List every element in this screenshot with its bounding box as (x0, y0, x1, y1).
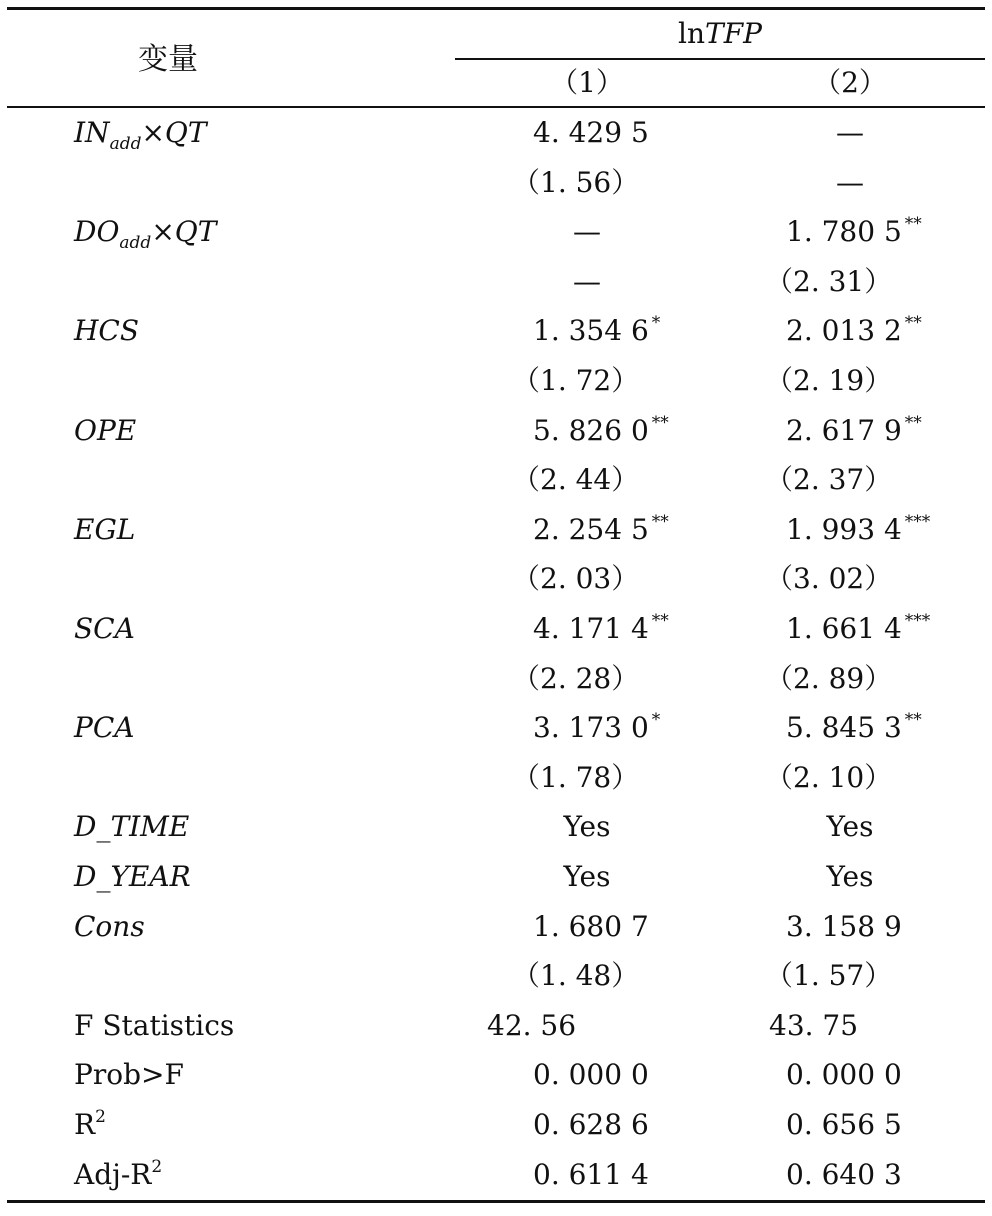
value-col-2 (750, 108, 950, 158)
value-col-2 (765, 257, 892, 307)
table-row (0, 505, 992, 555)
dependent-variable-header (455, 10, 985, 58)
table-row (0, 554, 992, 604)
value-text: 0. 656 5 (786, 1108, 902, 1141)
table-row (0, 902, 992, 952)
value-text: （2. 44） (512, 463, 640, 497)
value-col-2 (765, 455, 892, 505)
value-text: （1. 48） (512, 959, 640, 993)
value-col-2 (765, 554, 892, 604)
value-text: 42. 56 (487, 1008, 577, 1042)
variable-main: Prob>F (74, 1058, 184, 1092)
value-col-2 (786, 306, 922, 356)
value-text: （1. 72） (512, 364, 640, 397)
value-text: 1. 661 4 (786, 612, 902, 645)
value-col-1 (533, 406, 669, 456)
variable-main: Cons (74, 909, 145, 943)
table-bottom-rule (7, 1200, 985, 1203)
value-text: （1. 78） (512, 760, 640, 794)
value-col-2 (786, 505, 930, 555)
value-col-1 (487, 852, 687, 902)
value-text: （2. 37） (765, 463, 893, 497)
value-text: （2. 03） (512, 562, 640, 596)
table-row (0, 604, 992, 654)
value-col-2 (769, 1001, 858, 1051)
variable-name (74, 604, 135, 654)
value-col-2 (786, 1100, 902, 1150)
significance-stars: ** (651, 611, 669, 631)
value-col-1 (487, 207, 687, 257)
variable-name (74, 703, 134, 753)
value-text: 43. 75 (769, 1008, 859, 1042)
value-col-1 (533, 108, 649, 158)
value-col-2 (786, 1050, 902, 1100)
variable-superscript: 2 (95, 1107, 106, 1127)
value-text: 0. 000 0 (533, 1058, 649, 1092)
value-text: 3. 173 0 (533, 711, 649, 745)
variable-name (74, 1001, 234, 1051)
variable-superscript: 2 (151, 1156, 163, 1177)
variable-name (74, 902, 145, 952)
value-text: 1. 354 6 (533, 314, 649, 348)
variable-name (74, 207, 216, 257)
value-col-1 (533, 306, 660, 356)
value-col-1 (512, 356, 639, 406)
table-row (0, 703, 992, 753)
variable-main: D_YEAR (74, 860, 191, 893)
table-row (0, 257, 992, 307)
value-col-1 (512, 951, 639, 1001)
table-row (0, 356, 992, 406)
variable-main: HCS (74, 314, 140, 348)
value-text: 2. 617 9 (786, 413, 902, 447)
variable-main: IN (74, 116, 110, 149)
variable-main: SCA (74, 612, 135, 645)
significance-stars: ** (904, 214, 922, 235)
value-col-1 (533, 902, 649, 952)
table-row (0, 207, 992, 257)
significance-stars: ** (904, 710, 922, 731)
value-col-2 (750, 852, 950, 902)
variable-subscript: add (109, 134, 142, 154)
table-row (0, 1150, 992, 1200)
variable-name (74, 1050, 184, 1100)
value-text: 4. 429 5 (533, 116, 649, 149)
table-row (0, 852, 992, 902)
value-col-2 (765, 951, 892, 1001)
column-header-1: （1） (550, 66, 624, 99)
value-text: （2. 28） (512, 661, 640, 695)
value-col-1 (487, 1001, 576, 1051)
variable-name (74, 1150, 162, 1200)
variable-name (74, 802, 189, 852)
value-text: （1. 56） (512, 165, 640, 199)
value-text: Yes (826, 810, 874, 844)
table-row (0, 1001, 992, 1051)
value-col-2 (750, 802, 950, 852)
value-text: — (573, 264, 601, 298)
value-text: （2. 19） (765, 364, 893, 397)
value-text: 5. 845 3 (786, 711, 902, 745)
significance-stars: * (651, 710, 661, 731)
value-text: 1. 780 5 (786, 215, 902, 249)
variable-main: PCA (74, 711, 135, 745)
significance-stars: *** (904, 611, 931, 631)
value-col-2 (786, 207, 922, 257)
variable-main: EGL (74, 512, 136, 546)
value-text: （1. 57） (765, 959, 893, 993)
dependent-variable-name: TFP (705, 17, 762, 50)
table-row (0, 406, 992, 456)
value-text: 2. 013 2 (786, 314, 902, 348)
value-col-1 (533, 604, 669, 654)
value-col-2 (786, 1150, 902, 1200)
dependent-variable-prefix: ln (678, 17, 706, 50)
table-row (0, 306, 992, 356)
variable-main: F Statistics (74, 1008, 235, 1042)
value-text: 1. 680 7 (533, 909, 649, 943)
value-text: — (573, 215, 601, 249)
value-text: Yes (826, 860, 874, 893)
value-text: 0. 628 6 (533, 1108, 649, 1141)
variable-tail: ×QT (151, 215, 217, 249)
table-body (0, 108, 992, 1200)
value-col-1 (512, 753, 639, 803)
value-col-2 (786, 703, 922, 753)
value-col-1 (533, 1100, 649, 1150)
value-col-1 (533, 1150, 649, 1200)
significance-stars: ** (651, 412, 669, 433)
value-col-2 (765, 356, 892, 406)
value-col-2 (765, 753, 892, 803)
table-row (0, 455, 992, 505)
value-col-1 (512, 455, 639, 505)
value-col-1 (533, 1050, 649, 1100)
variable-main: Adj-R (74, 1157, 152, 1191)
table-row (0, 158, 992, 208)
value-col-1 (512, 554, 639, 604)
significance-stars: * (651, 313, 661, 334)
value-text: 4. 171 4 (533, 612, 649, 645)
significance-stars: *** (904, 511, 931, 532)
value-col-1 (533, 703, 660, 753)
table-row (0, 753, 992, 803)
value-text: （2. 31） (765, 264, 893, 298)
significance-stars: ** (904, 313, 922, 334)
variable-tail: ×QT (141, 116, 207, 149)
value-text: Yes (563, 810, 611, 844)
column-header-2: （2） (813, 66, 887, 99)
value-text: 5. 826 0 (533, 413, 649, 447)
significance-stars: ** (651, 511, 669, 532)
value-text: （2. 10） (765, 760, 893, 794)
variable-main: DO (74, 215, 120, 249)
value-text: （2. 89） (765, 661, 893, 695)
value-col-1 (487, 802, 687, 852)
value-col-1 (512, 654, 639, 704)
value-col-1 (512, 158, 639, 208)
variable-name (74, 406, 136, 456)
variable-subscript: add (119, 233, 152, 254)
value-col-2 (786, 406, 922, 456)
value-text: Yes (563, 860, 611, 893)
value-col-2 (750, 158, 950, 208)
value-text: 0. 000 0 (786, 1058, 902, 1092)
variable-name (74, 108, 207, 158)
table-row (0, 802, 992, 852)
value-text: — (836, 116, 864, 149)
table-row (0, 654, 992, 704)
table-row (0, 1100, 992, 1150)
value-text: 0. 640 3 (786, 1157, 902, 1191)
variable-main: R (74, 1108, 96, 1141)
variable-column-header: 变量 (138, 42, 198, 77)
value-col-2 (765, 654, 892, 704)
variable-name (74, 1100, 106, 1150)
table-row (0, 951, 992, 1001)
value-text: 0. 611 4 (533, 1157, 649, 1191)
variable-main: D_TIME (74, 810, 190, 844)
value-text: 2. 254 5 (533, 512, 649, 546)
variable-name (74, 852, 191, 902)
value-text: （3. 02） (765, 562, 893, 596)
value-text: 1. 993 4 (786, 512, 902, 546)
value-text: 3. 158 9 (786, 909, 902, 943)
table-row (0, 1050, 992, 1100)
variable-main: OPE (74, 413, 137, 447)
significance-stars: ** (904, 412, 922, 433)
variable-name (74, 306, 139, 356)
variable-name (74, 505, 135, 555)
table-row (0, 108, 992, 158)
value-col-2 (786, 902, 902, 952)
value-col-1 (533, 505, 669, 555)
value-col-1 (487, 257, 687, 307)
value-col-2 (786, 604, 930, 654)
value-text: — (836, 165, 864, 199)
